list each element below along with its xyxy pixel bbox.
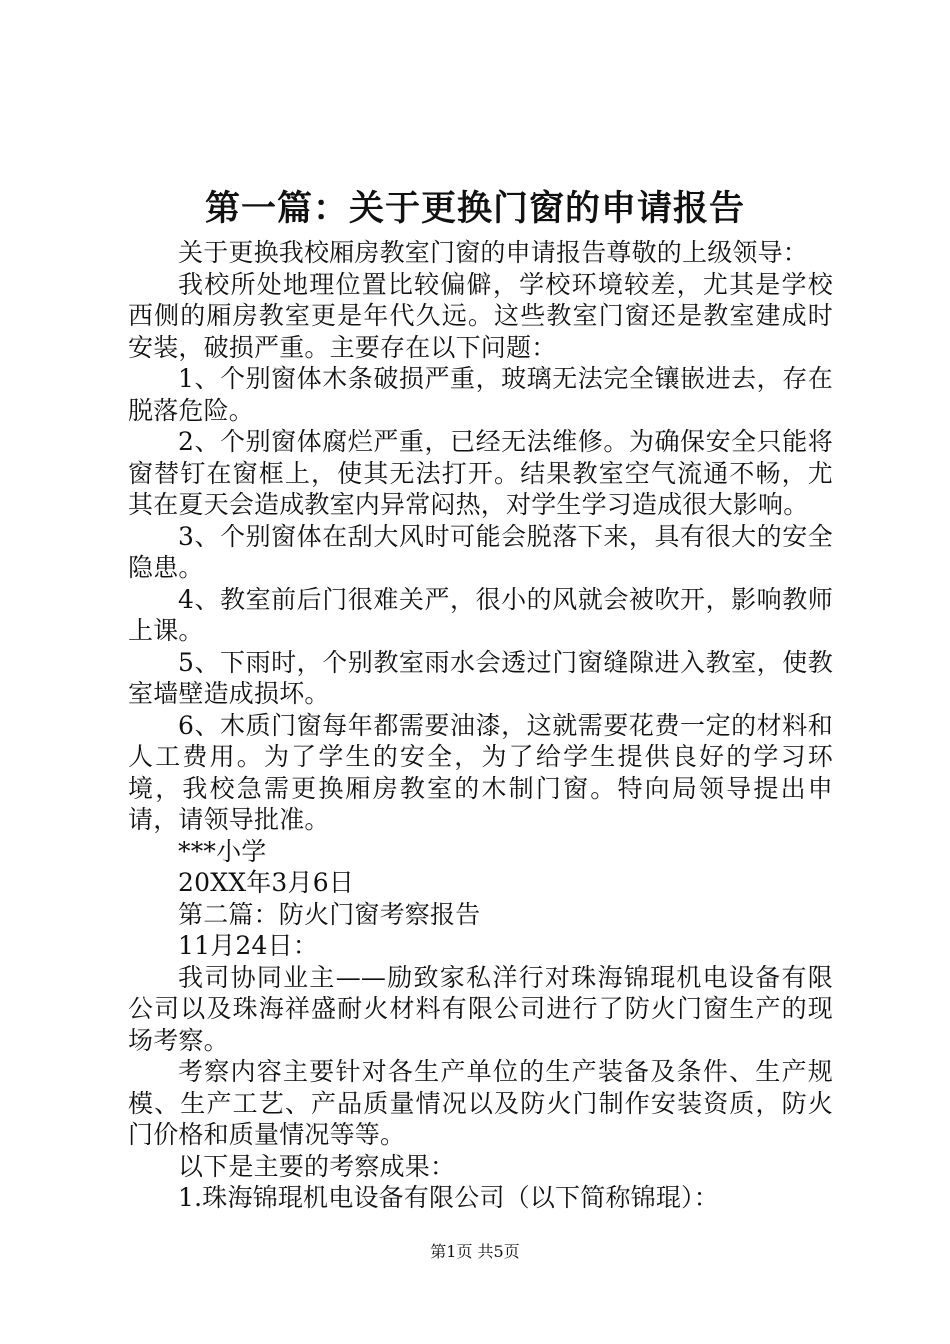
document-body <box>128 237 833 1214</box>
paragraph-issue-3: 3、个别窗体在刮大风时可能会脱落下来，具有很大的安全隐患。 <box>128 521 833 582</box>
section-heading-2: 第二篇：防火门窗考察报告 <box>178 899 481 929</box>
paragraph-scope: 考察内容主要针对各生产单位的生产装备及条件、生产规模、生产工艺、产品质量情况以及防火门制作安装资质，防火门价格和质量情况等等。 <box>128 1057 833 1149</box>
paragraph-inspection: 我司协同业主——励致家私洋行对珠海锦琨机电设备有限公司以及珠海祥盛耐火材料有限公司进行了防火门窗生产的现场考察。 <box>128 962 833 1055</box>
paragraph-issue-2: 2、个别窗体腐烂严重，已经无法维修。为确保安全只能将窗替钉在窗框上，使其无法打开。结果教室空气流通不畅，尤其在夏天会造成教室内异常闷热，对学生学习造成很大影响。 <box>128 427 833 519</box>
paragraph-intro: 关于更换我校厢房教室门窗的申请报告尊敬的上级领导： <box>178 238 809 267</box>
document-title: 第一篇：关于更换门窗的申请报告 <box>204 189 745 229</box>
paragraph-issue-4: 4、教室前后门很难关严，很小的风就会被吹开，影响教师上课。 <box>128 584 833 645</box>
paragraph-issue-6: 6、木质门窗每年都需要油漆，这就需要花费一定的材料和人工费用。为了学生的安全，为了给学生提供良好的学习环境，我校急需更换厢房教室的木制门窗。特向局领导提出申请，请领导批准。 <box>128 710 833 834</box>
page-footer: 第1页 共5页 <box>430 1242 520 1261</box>
paragraph-background: 我校所处地理位置比较偏僻，学校环境较差，尤其是学校西侧的厢房教室更是年代久远。这些教室门窗还是教室建成时安装，破损严重。主要存在以下问题： <box>128 269 833 362</box>
signature-school: ***小学 <box>178 836 267 866</box>
signature-date: 20XX年3月6日 <box>178 868 355 897</box>
paragraph-date: 11月24日： <box>178 931 319 960</box>
paragraph-issue-1: 1、个别窗体木条破损严重，玻璃无法完全镶嵌进去，存在脱落危险。 <box>128 364 833 425</box>
paragraph-issue-5: 5、下雨时，个别教室雨水会透过门窗缝隙进入教室，使教室墙壁造成损坏。 <box>128 647 833 708</box>
paragraph-result-1: 1.珠海锦琨机电设备有限公司（以下简称锦琨）： <box>178 1183 719 1212</box>
paragraph-results-intro: 以下是主要的考察成果： <box>178 1151 456 1181</box>
